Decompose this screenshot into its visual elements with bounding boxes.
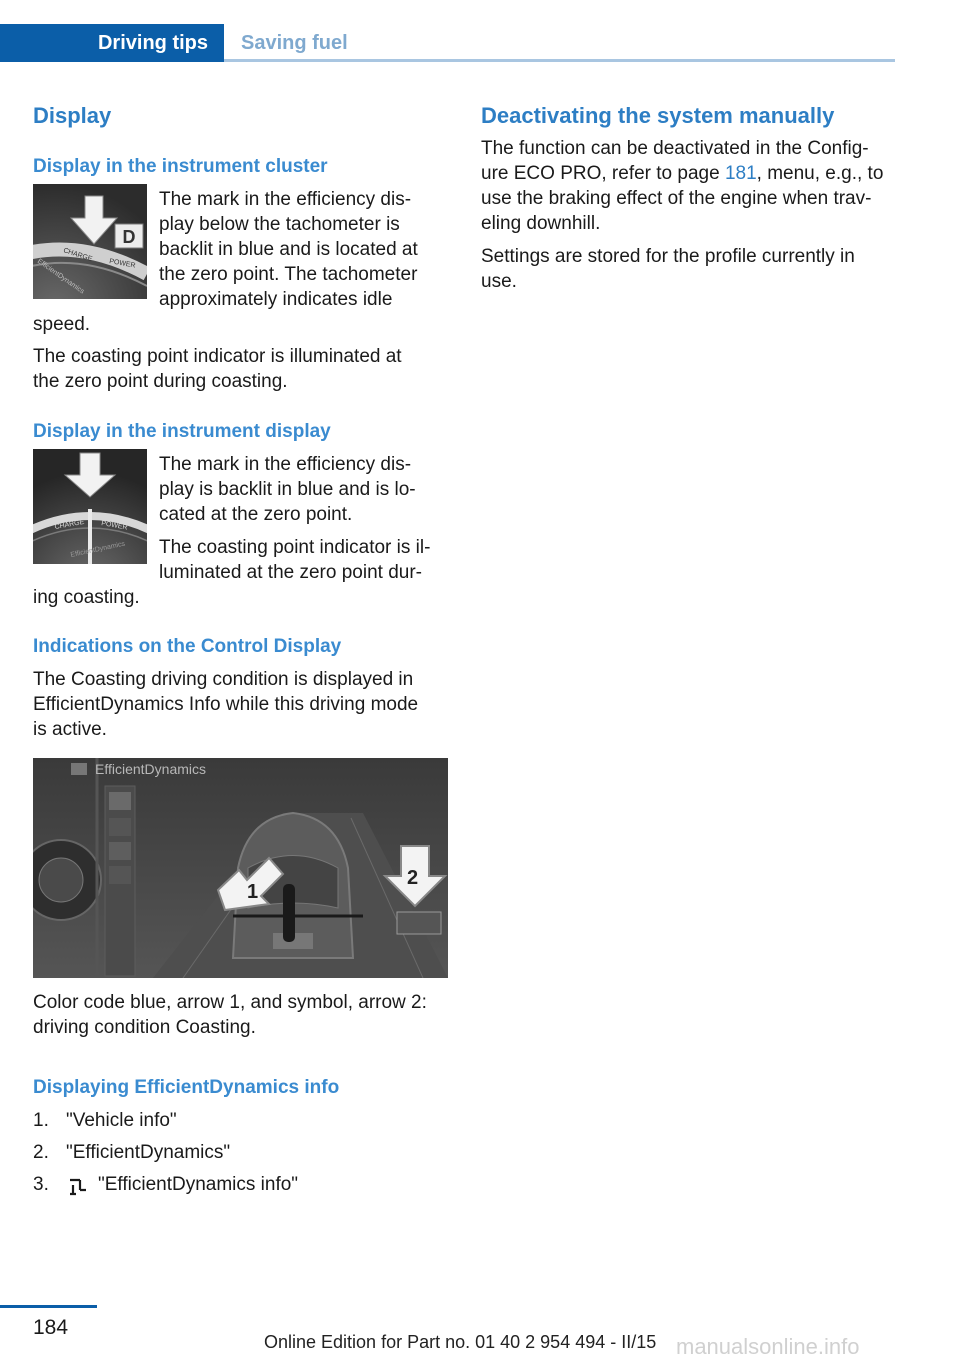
coasting-icon [109,842,131,860]
list-item-efficient-dynamics-info: "EfficientDynamics info" [98,1174,299,1195]
header-underline [224,59,895,62]
color-code-line: Color code blue, arrow 1, and symbol, arrow 2: [33,992,427,1013]
instrument-text-line: The coasting point indicator is il- [159,537,431,558]
instrument-text-1 [159,452,416,527]
instr-charge-label: CHARGE [54,518,85,531]
list-item-efficient-dynamics: "EfficientDynamics" [66,1142,231,1163]
color-code-text [33,990,427,1040]
coasting-text-line: The coasting point indicator is illuminated at [33,346,402,367]
deactivate-text-line [481,161,883,186]
list-item-number: 1. [33,1110,49,1131]
cluster-text-tail: speed. [33,314,91,335]
edition-text: Online Edition for Part no. 01 40 2 954 494 - II/15 [264,1332,657,1352]
cluster-gauge-image [33,184,147,299]
list-item-number: 3. [33,1174,49,1195]
coasting-symbol-icon [397,912,441,934]
list-item-vehicle-info: "Vehicle info" [66,1110,177,1131]
cluster-text-line: the zero point. The tachometer [159,264,418,285]
gauge-d-label: D [122,227,136,247]
cluster-text-line: The mark in the efficiency dis- [159,189,412,210]
header-bar [0,24,895,62]
text-fragment: ure ECO PRO, refer to page [481,163,725,184]
deactivate-text [481,136,883,236]
cluster-text [159,187,418,312]
instrument-display-image [33,449,147,564]
heading-efficient-info: Displaying EfficientDynamics info [33,1077,340,1098]
coasting-text [33,344,402,394]
control-text-line: The Coasting driving condition is displayed in [33,669,414,690]
control-display-text [33,667,418,742]
header-tab-saving-fuel[interactable]: Saving fuel [241,32,348,54]
car-icon [71,763,87,775]
coasting-text-line: the zero point during coasting. [33,371,288,392]
gauge-power-label: POWER [108,258,136,270]
coasting-menu-icon [67,1177,89,1197]
instr-brand-label: EfficientDynamics [69,540,126,559]
text-fragment: , menu, e.g., to [756,163,884,184]
footer-rule [0,1305,97,1308]
deactivate-text-line: The function can be deactivated in the Config- [481,138,869,159]
gauge-charge-label: CHARGE [62,247,94,264]
arrow-2-label: 2 [407,867,419,889]
instrument-text-tail: ing coasting. [33,587,140,608]
arrow-1-label: 1 [247,881,259,903]
instrument-text-2 [159,535,430,585]
list-item-number: 2. [33,1142,49,1163]
settings-text [481,244,855,294]
heading-instrument-cluster: Display in the instrument cluster [33,156,328,177]
control-display-image [33,758,448,978]
header-tab-driving-tips[interactable]: Driving tips [0,24,224,62]
info-icon [109,866,131,884]
gauge-brand-label: EfficientDynamics [35,257,86,296]
instrument-text-line: luminated at the zero point dur- [159,562,422,583]
settings-text-line: Settings are stored for the profile currently in [481,246,855,267]
screen-title: EfficientDynamics [95,761,207,777]
page-number: 184 [33,1316,69,1339]
watermark: manualsonline.info [676,1334,860,1359]
cluster-text-line: play below the tachometer is [159,214,400,235]
instrument-text-line: The mark in the efficiency dis- [159,454,412,475]
control-text-line: is active. [33,719,107,740]
deactivate-text-line: use the braking effect of the engine when trav- [481,188,872,209]
deactivate-text-line: eling downhill. [481,213,601,234]
cluster-text-line: backlit in blue and is located at [159,239,418,260]
heading-instrument-display: Display in the instrument display [33,421,331,442]
heading-display: Display [33,103,112,128]
instr-power-label: POWER [100,520,128,532]
control-text-line: EfficientDynamics Info while this driving mode [33,694,419,715]
heading-control-display: Indications on the Control Display [33,636,342,657]
instrument-text-line: cated at the zero point. [159,504,353,525]
color-code-line: driving condition Coasting. [33,1017,256,1038]
page-181-link[interactable]: 181 [724,163,757,184]
instrument-text-line: play is backlit in blue and is lo- [159,479,416,500]
zoom-icon [109,818,131,836]
cluster-text-line: approximately indicates idle [159,289,393,310]
heading-deactivating: Deactivating the system manually [481,103,835,128]
chart-icon [109,792,131,810]
settings-text-line: use. [481,271,517,292]
